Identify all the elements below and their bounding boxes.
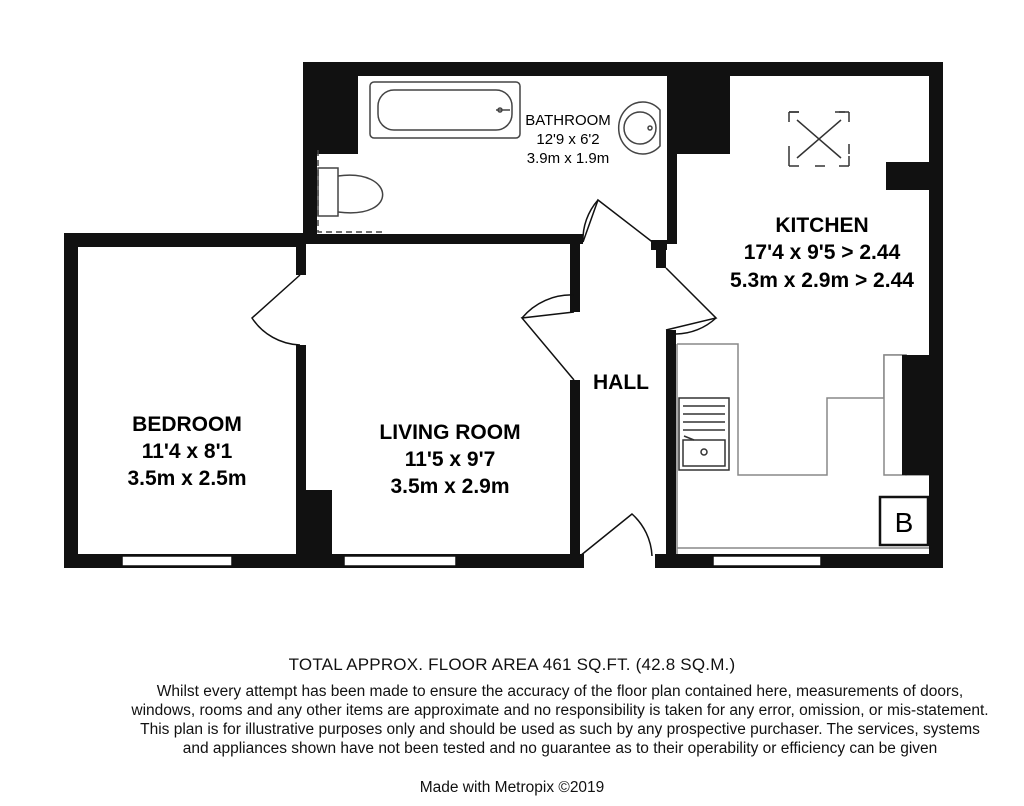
boiler-label: B	[894, 507, 914, 538]
living-room-dim-imperial: 11'5 x 9'7	[404, 448, 496, 471]
hall-label: HALL	[593, 371, 649, 394]
door-entrance	[580, 514, 652, 556]
kitchen-dim-metric: 5.3m x 2.9m > 2.44	[730, 269, 914, 292]
bedroom-name: BEDROOM	[132, 413, 242, 436]
door-living	[522, 312, 574, 380]
bathroom-dim-imperial: 12'9 x 6'2	[536, 131, 600, 148]
wall-bathroom-bottom-right	[651, 240, 667, 250]
kitchen-dim-imperial: 17'4 x 9'5 > 2.44	[743, 241, 901, 264]
kitchen-name: KITCHEN	[775, 214, 869, 237]
wall-partition-bath-kitchen	[667, 62, 677, 244]
bathroom-name: BATHROOM	[525, 112, 611, 129]
bedroom-dim-metric: 3.5m x 2.5m	[127, 467, 247, 490]
toilet	[318, 168, 383, 216]
bathroom-dim-metric: 3.9m x 1.9m	[526, 150, 610, 167]
wall-top	[303, 62, 943, 76]
sink	[619, 102, 660, 154]
wall-bump-kitchen	[886, 162, 936, 190]
door-kitchen	[666, 268, 716, 330]
wall-bedroom-top	[64, 233, 306, 247]
wall-kitchen-left-lower2	[666, 330, 676, 568]
window-bedroom	[122, 556, 232, 566]
wall-bathroom-bottom	[303, 234, 583, 244]
wall-right	[929, 62, 943, 568]
skylight	[789, 112, 849, 166]
window-living	[344, 556, 456, 566]
total-floor-area: TOTAL APPROX. FLOOR AREA 461 SQ.FT. (42.8 SQ.M.)	[288, 655, 736, 674]
cooker	[902, 355, 930, 475]
wall-living-hall-upper	[570, 240, 580, 312]
wall-block-bathroom	[303, 62, 358, 154]
credit-text: Made with Metropix ©2019	[419, 779, 605, 796]
kitchen-sink	[679, 398, 729, 470]
bedroom-label	[127, 413, 246, 490]
door-bedroom	[252, 275, 300, 345]
wall-bedroom-left	[64, 233, 78, 568]
kitchen-label	[730, 214, 914, 292]
bedroom-dim-imperial: 11'4 x 8'1	[141, 440, 233, 463]
window-kitchen	[713, 556, 821, 566]
bathroom-label	[525, 112, 611, 167]
wall-living-hall-lower	[570, 380, 580, 568]
living-room-dim-metric: 3.5m x 2.9m	[390, 475, 510, 498]
living-room-name: LIVING ROOM	[379, 421, 521, 444]
disclaimer-text: Whilst every attempt has been made to ensure the accuracy of the floor plan contained here, measurements of doors, windows, rooms and any other items are approximate and no responsibility is taken for any error, omission, or mis-statement. This plan is for illustrative purposes only and should be used as such by any prospective purchaser. The services, systems and appliances shown have not been tested and no guarantee as to their operability or efficiency can be given	[131, 683, 989, 757]
door-bathroom	[583, 200, 655, 244]
living-room-label	[379, 421, 520, 498]
wall-bedroom-living-upper	[296, 233, 306, 275]
